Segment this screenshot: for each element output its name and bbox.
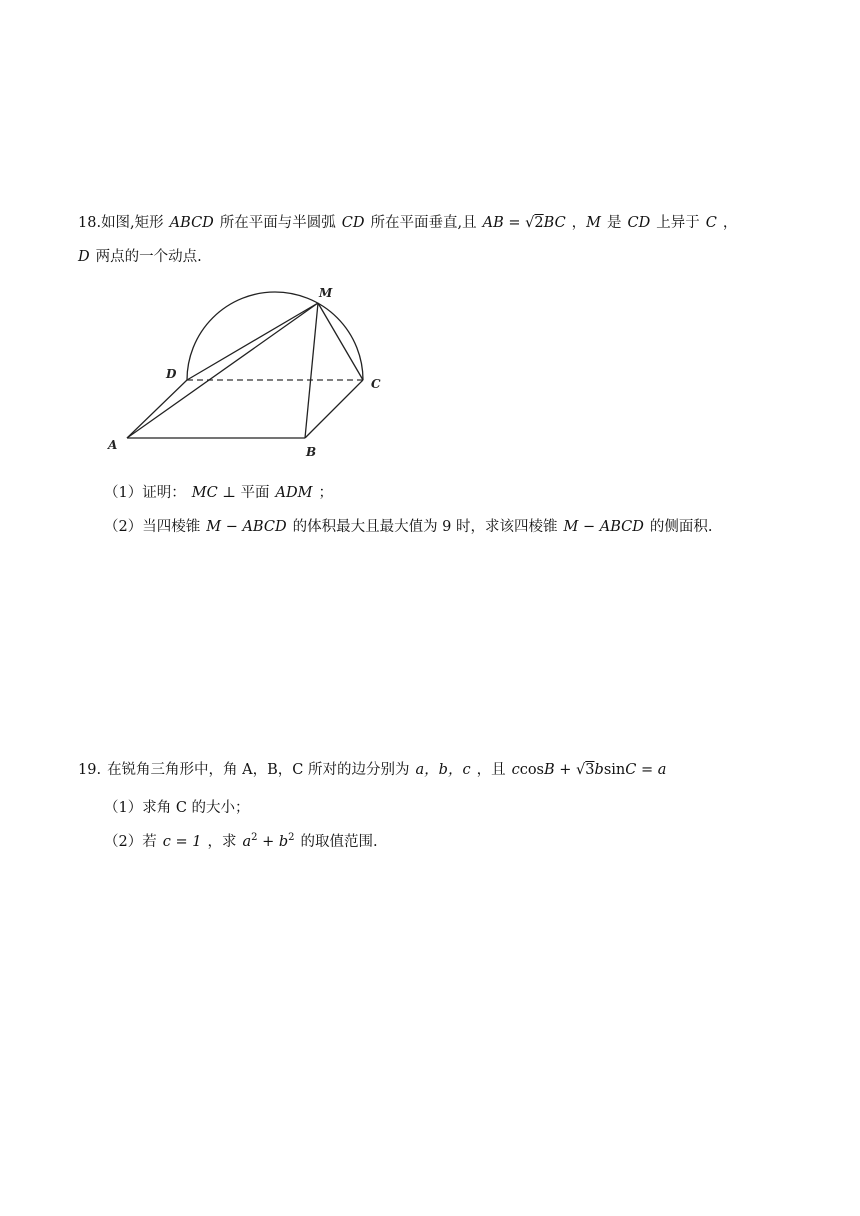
q18-part2-text2: 的侧面积. <box>649 519 713 535</box>
q18-part1-end: ； <box>318 485 333 501</box>
q18-math-c: C <box>705 215 717 231</box>
q19-math-B: B <box>544 762 555 778</box>
q19-number: 19. <box>78 762 102 778</box>
q19-text-1: 在锐角三角形中，角 A，B，C 所对的边分别为 <box>107 762 410 778</box>
q19-math-eq: = <box>640 762 654 778</box>
q18-part2 <box>104 516 712 538</box>
q18-math-m: M <box>586 215 602 231</box>
q18-part2-pyramid: M − ABCD <box>206 519 287 535</box>
q18-part2-pyramid2: M − ABCD <box>563 519 644 535</box>
edge-mb <box>305 303 318 438</box>
q18-text-4: ， <box>571 215 587 231</box>
q19-math-cos: cos <box>519 762 544 778</box>
q19-part2-b: b <box>278 834 289 850</box>
q19-text-2: ，且 <box>476 762 506 778</box>
q19-part2 <box>104 831 378 853</box>
q18-text-1: 如图,矩形 <box>101 215 164 231</box>
q19-math-abc: a，b，c <box>415 762 471 778</box>
q18-math-ab: AB <box>482 215 504 231</box>
q18-text-7: ， <box>722 215 738 231</box>
q19-math-sin: sin <box>603 762 626 778</box>
q18-text-5: 是 <box>607 215 622 231</box>
q19-part2-text1: ，求 <box>207 834 237 850</box>
q18-math-bc: BC <box>543 215 566 231</box>
edge-bc <box>305 380 363 438</box>
label-c: C <box>371 377 381 391</box>
q18-math-cd2: CD <box>627 215 651 231</box>
q18-part1-adm: ADM <box>275 485 313 501</box>
edge-ma <box>127 303 318 438</box>
label-m: M <box>319 286 333 300</box>
q19-part2-prefix: （2）若 <box>104 834 157 850</box>
q18-text-6: 上异于 <box>656 215 700 231</box>
q19-part2-a: a <box>242 834 252 850</box>
q18-part2-text1: 的体积最大且最大值为 9 时，求该四棱锥 <box>292 519 558 535</box>
q18-number: 18. <box>78 215 102 231</box>
q19-part2-plus: + <box>257 834 279 850</box>
q19-part1 <box>104 797 250 819</box>
q19-math-a: a <box>657 762 667 778</box>
label-a: A <box>108 438 118 452</box>
q19-math-sqrt3: √3 <box>576 762 595 778</box>
edge-ad <box>127 380 187 438</box>
q18-text-8: 两点的一个动点. <box>95 249 202 265</box>
q19-part2-c1: c = 1 <box>162 834 202 850</box>
q18-geometry-figure <box>100 280 400 465</box>
q19-part2-text2: 的取值范围. <box>300 834 378 850</box>
q18-math-abcd: ABCD <box>169 215 214 231</box>
q19-part2-sq1: 2 <box>251 832 258 844</box>
label-d: D <box>166 367 177 381</box>
q18-part1-plane: 平面 <box>240 485 270 501</box>
q19-math-c: c <box>511 762 520 778</box>
q19-math-plus: + <box>559 762 572 778</box>
q19-math-b: b <box>594 762 604 778</box>
q18-line2 <box>78 246 202 268</box>
q19-part2-sq2: 2 <box>288 832 295 844</box>
q18-math-eq: = <box>508 215 521 231</box>
q18-part1-prefix: （1）证明： <box>104 485 186 501</box>
q18-text-2: 所在平面与半圆弧 <box>219 215 336 231</box>
q18-part1-mc: MC <box>191 485 218 501</box>
q19-part1-text: （1）求角 C 的大小； <box>104 800 250 816</box>
q18-part1-perp: ⊥ <box>222 485 236 501</box>
q19-line1 <box>78 759 666 781</box>
edge-md <box>187 303 318 380</box>
q18-line1 <box>78 212 737 234</box>
edge-mc <box>318 303 363 380</box>
label-b: B <box>306 445 317 459</box>
q18-part2-prefix: （2）当四棱锥 <box>104 519 201 535</box>
q18-part1 <box>104 482 333 504</box>
q19-math-C: C <box>625 762 637 778</box>
q18-text-3: 所在平面垂直,且 <box>370 215 477 231</box>
q18-math-sqrt2: √2 <box>525 215 544 231</box>
q18-math-d: D <box>78 249 90 265</box>
q18-math-cd: CD <box>341 215 365 231</box>
